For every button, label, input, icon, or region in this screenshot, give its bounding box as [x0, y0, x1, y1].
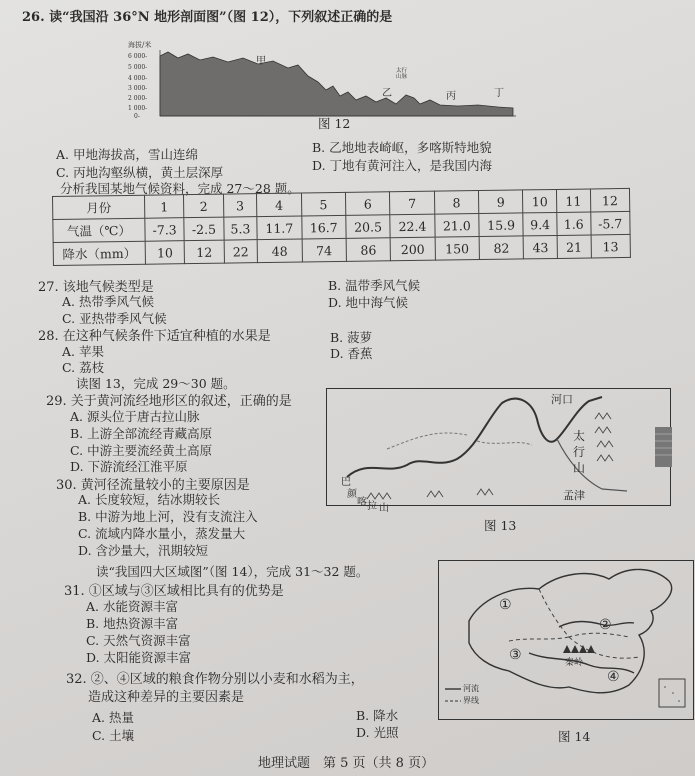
table-cell: 10 — [523, 189, 557, 212]
y-tick: 0- — [134, 113, 140, 118]
q29-option-a: A. 源头位于唐古拉山脉 — [70, 409, 200, 424]
label-ba: 巴 — [341, 477, 351, 488]
label-yan: 颜 — [347, 489, 357, 500]
y-tick: 1 000- — [128, 105, 148, 112]
y-tick: 6 000- — [128, 53, 148, 60]
table-cell: -2.5 — [184, 217, 224, 241]
q32-option-c: C. 土壤 — [92, 728, 135, 743]
climate-table — [52, 188, 631, 266]
q27-option-a: A. 热带季风气候 — [62, 294, 154, 309]
label-ding: 丁 — [494, 88, 504, 99]
fig13-intro: 读图 13，完成 29～30 题。 — [76, 376, 236, 391]
q31-option-d: D. 太阳能资源丰富 — [86, 650, 192, 665]
table-cell: 150 — [435, 237, 480, 261]
q28-option-c: C. 荔枝 — [62, 360, 105, 375]
table-cell: 20.5 — [346, 215, 391, 239]
region-marker-3: ③ — [509, 647, 522, 663]
table-cell: 16.7 — [301, 215, 346, 239]
table-cell: 5.3 — [223, 217, 257, 240]
y-tick: 2 000- — [128, 95, 148, 102]
table-cell: 21 — [557, 235, 591, 258]
q27-option-b: B. 温带季风气候 — [328, 278, 421, 293]
legend-river: 河流 — [463, 684, 479, 693]
table-cell: 4 — [257, 193, 302, 217]
q30-option-d: D. 含沙量大，汛期较短 — [78, 543, 209, 558]
q26-stem: 26. 读“我国沿 36°N 地形剖面图”（图 12），下列叙述正确的是 — [22, 10, 393, 25]
q31-option-c: C. 天然气资源丰富 — [86, 633, 191, 648]
table-cell: 15.9 — [479, 213, 524, 237]
q26-option-a: A. 甲地海拔高，雪山连绵 — [56, 147, 198, 162]
table-cell: 43 — [523, 235, 557, 258]
label-tai: 太 — [573, 429, 586, 443]
axis-title: 海拔/米 — [128, 41, 152, 49]
label-xing: 行 — [573, 445, 586, 459]
label-yi: 乙 — [382, 88, 392, 99]
table-cell: 5 — [301, 192, 346, 216]
q29-option-d: D. 下游流经江淮平原 — [70, 459, 188, 474]
figure-13-caption: 图 13 — [484, 518, 517, 533]
label-taihang: 太行山脉 — [396, 68, 408, 80]
figure-12-profile — [128, 38, 528, 118]
q32-stem-line1: 32. ②、④区域的粮食作物分别以小麦和水稻为主， — [66, 672, 364, 687]
figure-12-caption: 图 12 — [318, 116, 351, 131]
q27-option-c: C. 亚热带季风气候 — [62, 311, 167, 326]
table-cell: 9 — [478, 190, 523, 214]
table-cell: 22 — [224, 240, 258, 263]
table-cell: 86 — [346, 238, 391, 262]
label-hekou: 河口 — [551, 393, 573, 406]
q31-option-b: B. 地热资源丰富 — [86, 616, 179, 631]
q27-option-d: D. 地中海气候 — [328, 295, 409, 310]
q32-option-a: A. 热量 — [92, 710, 134, 725]
table-intro: 分析我国某地气候资料，完成 27～28 题。 — [60, 181, 300, 196]
q29-stem: 29. 关于黄河流经地形区的叙述，正确的是 — [46, 394, 292, 409]
table-cell: 11 — [556, 189, 590, 212]
table-cell: 200 — [390, 237, 435, 261]
table-cell: 3 — [223, 194, 257, 217]
table-cell: 12 — [184, 240, 224, 264]
figure-13-map — [326, 388, 671, 514]
fig14-intro: 读“我国四大区域图”（图 14），完成 31～32 题。 — [96, 564, 369, 579]
table-cell: 8 — [434, 191, 479, 215]
q31-option-a: A. 水能资源丰富 — [86, 599, 178, 614]
q26-option-b: B. 乙地地表崎岖，多喀斯特地貌 — [312, 140, 492, 155]
q30-option-c: C. 流域内降水量小，蒸发量大 — [78, 526, 246, 541]
label-la: 拉 — [367, 501, 377, 512]
region-marker-2: ② — [599, 617, 612, 633]
table-cell: 1 — [144, 195, 184, 219]
q30-option-b: B. 中游为地上河，没有支流注入 — [78, 509, 258, 524]
table-cell: 月份 — [53, 195, 145, 219]
legend-boundary: 界线 — [463, 696, 479, 705]
label-qinling: 秦岭 — [565, 658, 584, 668]
table-cell: 21.0 — [434, 214, 479, 238]
q29-option-c: C. 中游主要流经黄土高原 — [70, 443, 213, 458]
q32-option-b: B. 降水 — [356, 708, 399, 723]
table-cell: 降水（mm） — [53, 241, 145, 265]
table-cell: 2 — [184, 194, 224, 218]
label-shan2: 山 — [379, 503, 389, 514]
yellow-river-map — [327, 389, 672, 507]
label-shan: 山 — [573, 461, 586, 475]
table-cell: 11.7 — [257, 216, 302, 240]
q32-stem-line2: 造成这种差异的主要因素是 — [88, 690, 245, 705]
table-cell: 74 — [302, 238, 347, 262]
table-cell: -7.3 — [145, 218, 185, 242]
region-marker-4: ④ — [607, 669, 620, 685]
table-cell: 1.6 — [557, 212, 591, 235]
table-cell: 48 — [257, 239, 302, 263]
table-cell: 22.4 — [390, 214, 435, 238]
q28-stem: 28. 在这种气候条件下适宜种植的水果是 — [38, 329, 271, 344]
table-cell: 9.4 — [523, 212, 557, 235]
table-cell: 82 — [479, 236, 524, 260]
label-jia: 甲 — [256, 56, 266, 67]
table-cell: -5.7 — [590, 211, 630, 235]
label-mengjin: 孟津 — [563, 489, 585, 502]
y-tick: 3 000- — [128, 85, 148, 92]
y-tick: 5 000- — [128, 64, 148, 71]
q29-option-b: B. 上游全部流经青藏高原 — [70, 426, 213, 441]
q28-option-d: D. 香蕉 — [330, 346, 373, 361]
table-cell: 6 — [345, 192, 390, 216]
q30-option-a: A. 长度较短，结冰期较长 — [78, 492, 220, 507]
region-marker-1: ① — [499, 597, 512, 613]
table-cell: 13 — [591, 234, 631, 258]
q27-stem: 27. 该地气候类型是 — [38, 280, 154, 295]
q30-stem: 30. 黄河径流量较小的主要原因是 — [56, 478, 250, 493]
q31-stem: 31. ①区域与③区域相比具有的优势是 — [64, 584, 284, 599]
q28-option-a: A. 苹果 — [62, 344, 104, 359]
label-bing: 丙 — [446, 91, 456, 102]
y-tick: 4 000- — [128, 75, 148, 82]
q32-option-d: D. 光照 — [356, 725, 399, 740]
figure-14-caption: 图 14 — [558, 729, 591, 744]
table-cell: 7 — [390, 191, 435, 215]
table-cell: 12 — [590, 188, 630, 212]
q26-option-c: C. 丙地沟壑纵横，黄土层深厚 — [56, 165, 224, 180]
q26-option-d: D. 丁地有黄河注入，是我国内海 — [312, 158, 493, 173]
label-ka: 喀 — [357, 497, 367, 508]
table-cell: 气温（℃） — [53, 218, 145, 242]
table-cell: 10 — [145, 241, 185, 265]
figure-14-map — [438, 560, 694, 720]
page-footer: 地理试题 第 5 页（共 8 页） — [258, 756, 435, 771]
q28-option-b: B. 菠萝 — [330, 330, 373, 345]
